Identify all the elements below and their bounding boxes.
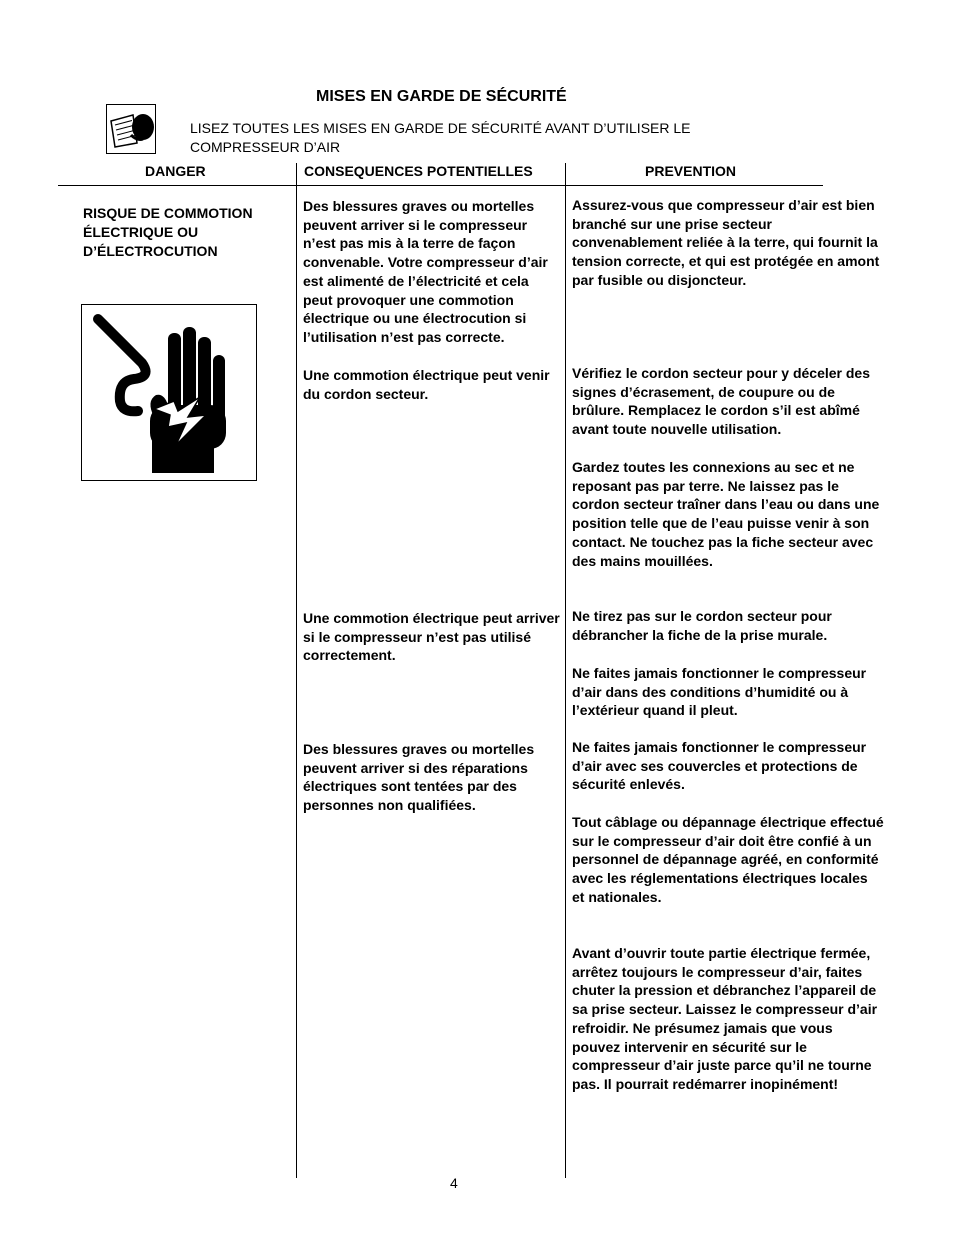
prevention-text: Tout câblage ou dépannage électrique effectué sur le compresseur d’air doit être confié à un personnel de dépannage agréé, en conformité avec les réglementations électriques locales et nationales. — [572, 814, 884, 905]
consequence-text: Une commotion électrique peut venir du cordon secteur. — [303, 367, 550, 402]
column-header-prevention: PREVENTION — [645, 163, 737, 179]
column-divider-right — [565, 163, 566, 1178]
prevention-text: Vérifiez le cordon secteur pour y déceler des signes d’écrasement, de coupure ou de brûlure. Remplacez le cordon s’il est abîmé avant toute nouvelle utilisation. — [572, 365, 870, 438]
intro-warning-text: LISEZ TOUTES LES MISES EN GARDE DE SÉCURITÉ AVANT D’UTILISER LE COMPRESSEUR D’AIR — [190, 120, 691, 155]
page-title: MISES EN GARDE DE SÉCURITÉ — [316, 88, 567, 105]
consequence-text: Une commotion électrique peut arriver si le compresseur n’est pas utilisé correctement. — [303, 610, 560, 664]
page-number: 4 — [450, 1175, 458, 1191]
header-divider — [58, 185, 823, 186]
prevention-text: Gardez toutes les connexions au sec et ne reposant pas par terre. Ne laissez pas le cordon secteur traîner dans l’eau ou dans une position telle que de l’eau puisse venir à son contact. Ne touchez pas la fiche secteur avec des mains mouillées. — [572, 459, 880, 569]
column-header-danger: DANGER — [145, 163, 206, 179]
danger-label: RISQUE DE COMMOTION ÉLECTRIQUE OU D’ÉLECTROCUTION — [83, 205, 253, 259]
electric-shock-hand-icon — [81, 304, 257, 481]
prevention-text: Ne faites jamais fonctionner le compresseur d’air avec ses couvercles et protections de sécurité enlevés. — [572, 739, 867, 793]
prevention-text: Ne tirez pas sur le cordon secteur pour débrancher la fiche de la prise murale. — [572, 608, 832, 643]
prevention-text: Avant d’ouvrir toute partie électrique fermée, arrêtez toujours le compresseur d’air, faites chuter la pression et débranchez l’appareil de sa prise secteur. Laissez le compresseur d’air refroidir. Ne présumez jamais que vous pouvez intervenir en sécurité sur le compresseur d’air juste parce qu’il ne tourne pas. Il pourrait redémarrer inopinément! — [572, 945, 878, 1092]
column-header-consequences: CONSEQUENCES POTENTIELLES — [304, 163, 533, 179]
prevention-text: Ne faites jamais fonctionner le compresseur d’air dans des conditions d’humidité ou à l’extérieur quand il pleut. — [572, 665, 867, 719]
consequence-text: Des blessures graves ou mortelles peuvent arriver si des réparations électriques sont tentées par des personnes non qualifiées. — [303, 741, 535, 814]
read-manual-icon — [106, 104, 156, 154]
column-divider-left — [296, 163, 297, 1178]
consequence-text: Des blessures graves ou mortelles peuvent arriver si le compresseur n’est pas mis à la terre de façon convenable. Votre compresseur d’air est alimenté de l’électricité et cela peut provoquer une commotion électrique ou une électrocution si l’utilisation n’est pas correcte. — [303, 198, 548, 345]
prevention-text: Assurez-vous que compresseur d’air est bien branché sur une prise secteur convenablement reliée à la terre, qui fournit la tension correcte, et qui est protégée en amont par fusible ou disjoncteur. — [572, 197, 880, 288]
